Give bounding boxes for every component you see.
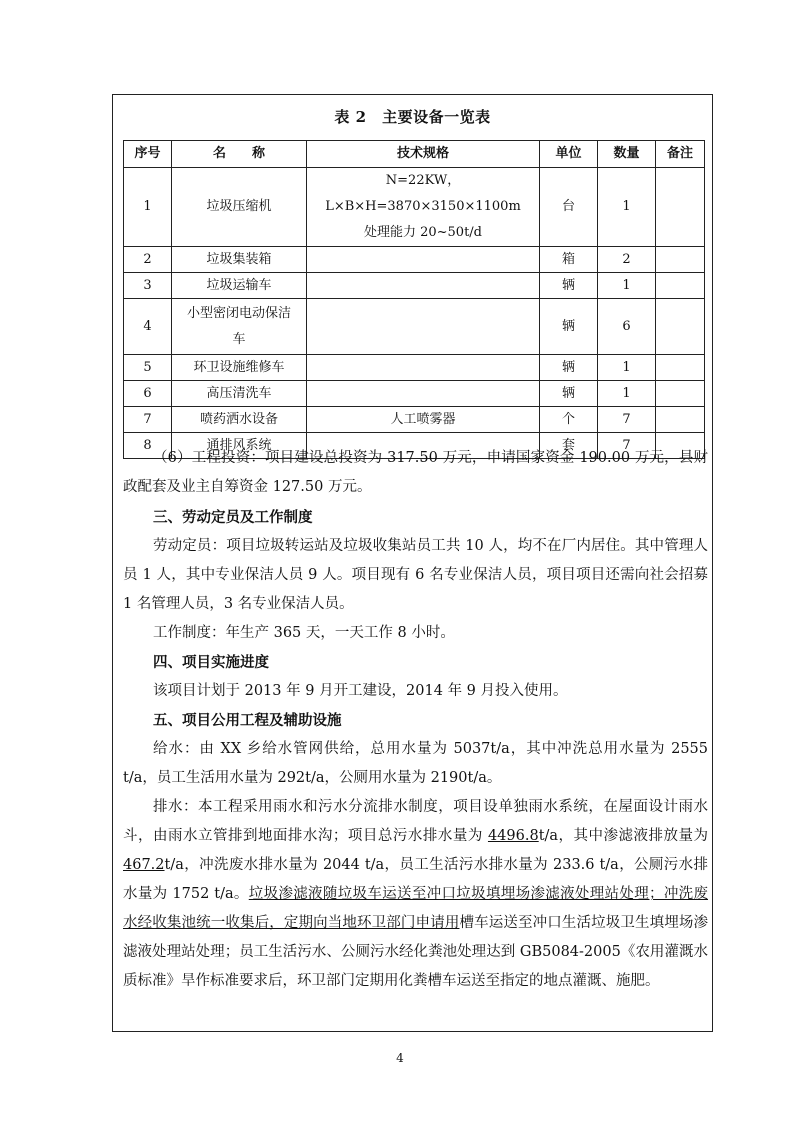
drainage-text-1: 排水：本工程采用雨水和污水分流排水制度，项目设单独雨水系统，在屋面设计雨水斗，由雨水立管排到地面排水沟；项目总污水排水量为 xyxy=(123,799,708,844)
cell-note xyxy=(656,407,705,433)
table-row xyxy=(124,247,705,273)
cell-no: 4 xyxy=(124,299,172,355)
cell-name: 环卫设施维修车 xyxy=(172,355,307,381)
header-note: 备注 xyxy=(656,141,705,168)
cell-no: 6 xyxy=(124,381,172,407)
cell-unit: 箱 xyxy=(540,247,598,273)
header-unit: 单位 xyxy=(540,141,598,168)
cell-unit: 辆 xyxy=(540,355,598,381)
cell-unit: 辆 xyxy=(540,381,598,407)
cell-name: 垃圾运输车 xyxy=(172,273,307,299)
cell-qty: 1 xyxy=(598,355,656,381)
cell-note xyxy=(656,168,705,247)
cell-unit: 套 xyxy=(540,433,598,459)
page-number: 4 xyxy=(396,1051,404,1065)
cell-qty: 1 xyxy=(598,273,656,299)
cell-note xyxy=(656,247,705,273)
leachate-treatment-text: 垃圾渗滤液随垃圾车运送至冲口垃圾填埋场渗滤液处理站处理；冲洗废水经收集池统一收集后，定期向当地环卫部门申请用 xyxy=(123,886,708,931)
header-spec: 技术规格 xyxy=(307,141,540,168)
drainage-text-3: t/a，冲洗废水排水量为 2044 t/a，员工生活污水排水量为 233.6 t/a，公厕污水排水量为 1752 t/a。 xyxy=(123,857,708,902)
cell-note xyxy=(656,381,705,407)
table-header-row xyxy=(124,141,705,168)
section4-heading: 四、项目实施进度 xyxy=(153,654,269,671)
water-supply-paragraph: 给水：由 XX 乡给水管网供给，总用水量为 5037t/a，其中冲洗总用水量为 2555 t/a，员工生活用水量为 292t/a，公厕用水量为 2190t/a。 xyxy=(123,741,708,786)
cell-name: 小型密闭电动保洁车 xyxy=(172,299,307,355)
table-row xyxy=(124,299,705,355)
cell-qty: 7 xyxy=(598,407,656,433)
work-schedule-paragraph: 工作制度：年生产 365 天，一天工作 8 小时。 xyxy=(153,625,455,641)
cell-no: 3 xyxy=(124,273,172,299)
cell-unit: 辆 xyxy=(540,299,598,355)
cell-no: 1 xyxy=(124,168,172,247)
section5-heading: 五、项目公用工程及辅助设施 xyxy=(153,712,342,729)
cell-name: 高压清洗车 xyxy=(172,381,307,407)
equipment-table xyxy=(123,140,705,459)
cell-note xyxy=(656,299,705,355)
investment-paragraph: （6）工程投资：项目建设总投资为 317.50 万元，申请国家资金 190.00 万元，县财政配套及业主自筹资金 127.50 万元。 xyxy=(123,450,708,495)
cell-qty: 1 xyxy=(598,381,656,407)
drainage-text-2: t/a，其中渗滤液排放量为 xyxy=(538,828,708,844)
cell-spec: N=22KW，L×B×H=3870×3150×1100m 处理能力 20~50t/d xyxy=(307,168,540,247)
header-qty: 数量 xyxy=(598,141,656,168)
cell-qty: 2 xyxy=(598,247,656,273)
cell-name: 通排风系统 xyxy=(172,433,307,459)
cell-no: 7 xyxy=(124,407,172,433)
cell-no: 2 xyxy=(124,247,172,273)
cell-qty: 6 xyxy=(598,299,656,355)
cell-spec xyxy=(307,381,540,407)
cell-name: 垃圾压缩机 xyxy=(172,168,307,247)
table-row xyxy=(124,168,705,247)
cell-spec xyxy=(307,273,540,299)
cell-unit: 台 xyxy=(540,168,598,247)
cell-name: 垃圾集装箱 xyxy=(172,247,307,273)
table-title: 表 2 主要设备一览表 xyxy=(334,108,491,126)
progress-paragraph: 该项目计划于 2013 年 9 月开工建设，2014 年 9 月投入使用。 xyxy=(153,683,568,699)
cell-spec xyxy=(307,355,540,381)
table-row xyxy=(124,273,705,299)
cell-note xyxy=(656,355,705,381)
header-no: 序号 xyxy=(124,141,172,168)
cell-note xyxy=(656,273,705,299)
cell-qty: 1 xyxy=(598,168,656,247)
drainage-paragraph xyxy=(123,793,708,996)
header-name: 名 称 xyxy=(172,141,307,168)
table-row xyxy=(124,407,705,433)
drainage-text-4: 槽车运送至冲口生活垃圾卫生填埋场渗滤液处理站处理；员工生活污水、公厕污水经化粪池处理达到 GB5084-2005《农用灌溉水质标准》旱作标准要求后，环卫部门定期用化粪槽车运送至指定的地点灌溉、施肥。 xyxy=(123,915,709,989)
cell-spec: 人工喷雾器 xyxy=(307,407,540,433)
cell-qty: 7 xyxy=(598,433,656,459)
leachate-discharge-value: 467.2 xyxy=(123,857,165,873)
section3-heading: 三、劳动定员及工作制度 xyxy=(153,509,313,526)
cell-no: 8 xyxy=(124,433,172,459)
staffing-paragraph: 劳动定员：项目垃圾转运站及垃圾收集站员工共 10 人，均不在厂内居住。其中管理人员 1 人，其中专业保洁人员 9 人。项目现有 6 名专业保洁人员，项目项目还需向社会招募 1 名管理人员，3 名专业保洁人员。 xyxy=(123,538,708,612)
cell-no: 5 xyxy=(124,355,172,381)
table-row xyxy=(124,381,705,407)
total-discharge-value: 4496.8 xyxy=(487,828,539,844)
cell-name: 喷药洒水设备 xyxy=(172,407,307,433)
cell-unit: 个 xyxy=(540,407,598,433)
cell-unit: 辆 xyxy=(540,273,598,299)
table-row xyxy=(124,355,705,381)
cell-spec xyxy=(307,299,540,355)
cell-spec xyxy=(307,247,540,273)
